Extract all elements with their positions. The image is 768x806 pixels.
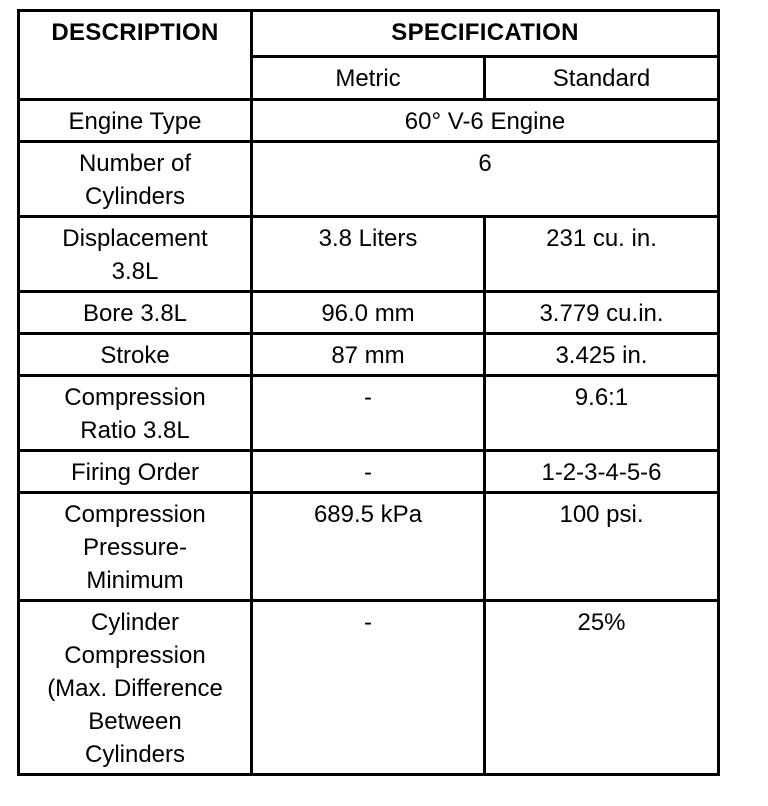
table-row — [19, 142, 719, 217]
row-description: Cylinder Compression (Max. Difference Between Cylinders — [19, 601, 252, 775]
row-description: Compression Ratio 3.8L — [19, 376, 252, 451]
table-row — [19, 376, 719, 451]
specification-header: SPECIFICATION — [252, 11, 719, 57]
table-row — [19, 451, 719, 493]
table-row — [19, 334, 719, 376]
table-row — [19, 100, 719, 142]
row-standard: 25% — [485, 601, 719, 775]
row-standard: 3.425 in. — [485, 334, 719, 376]
row-metric: - — [252, 376, 485, 451]
row-description: Compression Pressure- Minimum — [19, 493, 252, 601]
specification-table — [17, 9, 720, 776]
row-description: Stroke — [19, 334, 252, 376]
row-metric: - — [252, 601, 485, 775]
description-header: DESCRIPTION — [19, 11, 252, 100]
row-standard: 1-2-3-4-5-6 — [485, 451, 719, 493]
row-metric: 3.8 Liters — [252, 217, 485, 292]
row-standard: 3.779 cu.in. — [485, 292, 719, 334]
row-standard: 231 cu. in. — [485, 217, 719, 292]
row-standard: 9.6:1 — [485, 376, 719, 451]
row-description: Engine Type — [19, 100, 252, 142]
row-merged-value: 60° V-6 Engine — [252, 100, 719, 142]
row-metric: 689.5 kPa — [252, 493, 485, 601]
row-metric: - — [252, 451, 485, 493]
row-description: Bore 3.8L — [19, 292, 252, 334]
metric-header: Metric — [252, 57, 485, 100]
table-row — [19, 217, 719, 292]
row-description: Number of Cylinders — [19, 142, 252, 217]
table-row — [19, 601, 719, 775]
table-row — [19, 292, 719, 334]
row-merged-value: 6 — [252, 142, 719, 217]
table-row — [19, 493, 719, 601]
row-standard: 100 psi. — [485, 493, 719, 601]
header-row — [19, 11, 719, 57]
row-description: Displacement 3.8L — [19, 217, 252, 292]
row-metric: 96.0 mm — [252, 292, 485, 334]
row-description: Firing Order — [19, 451, 252, 493]
row-metric: 87 mm — [252, 334, 485, 376]
standard-header: Standard — [485, 57, 719, 100]
